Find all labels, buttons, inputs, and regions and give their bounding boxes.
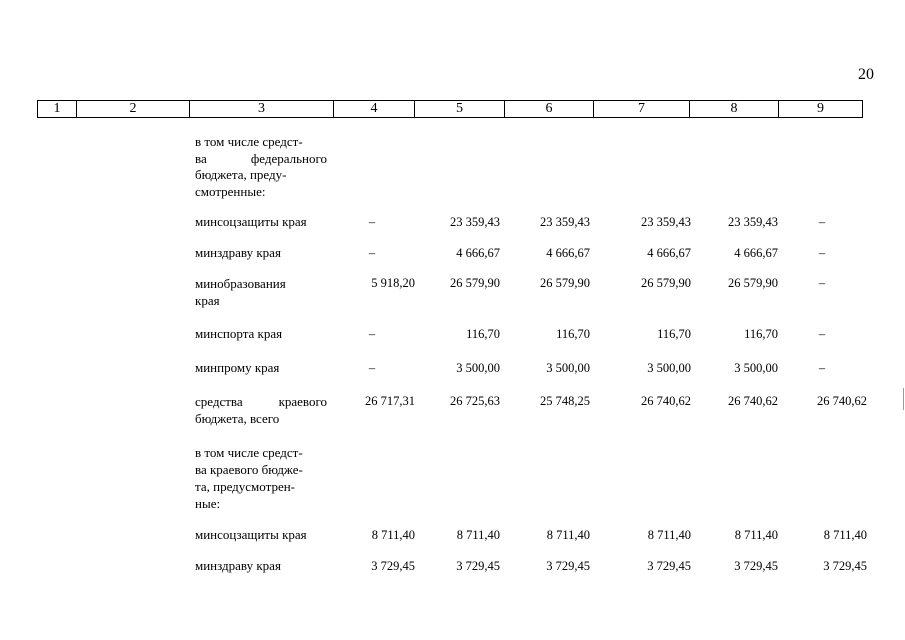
row-label: средства краевого бюджета, всего xyxy=(195,394,327,426)
row-label xyxy=(195,134,327,200)
header-col-8: 8 xyxy=(690,101,779,117)
row-label: минздраву края xyxy=(195,558,281,573)
cell-col4: 8 711,40 xyxy=(371,528,415,542)
row-label-text: в том числе средст- ва краевого бюдже- та, предусмотрен- ные: xyxy=(195,445,303,511)
cell-col6: 116,70 xyxy=(556,327,590,341)
cell-col4: 26 717,31 xyxy=(365,394,415,408)
cell-col5: 116,70 xyxy=(466,327,500,341)
cell-col6: 23 359,43 xyxy=(540,215,590,229)
cell-col7: 4 666,67 xyxy=(647,246,691,260)
cell-col4: 3 729,45 xyxy=(371,559,415,573)
cell-col7: 23 359,43 xyxy=(641,215,691,229)
cell-col7: 26 740,62 xyxy=(641,394,691,408)
cell-col4: – xyxy=(368,327,376,341)
header-col-5: 5 xyxy=(415,101,505,117)
cell-col9: 26 740,62 xyxy=(817,394,867,408)
cell-col9: – xyxy=(818,246,826,260)
header-col-4: 4 xyxy=(334,101,415,117)
cell-col5: 8 711,40 xyxy=(456,528,500,542)
cell-col5: 3 729,45 xyxy=(456,559,500,573)
cell-col5: 26 725,63 xyxy=(450,394,500,408)
cell-col8: 3 729,45 xyxy=(734,559,778,573)
header-col-7: 7 xyxy=(594,101,690,117)
row-label: минобразования края xyxy=(195,276,286,308)
header-col-6: 6 xyxy=(505,101,594,117)
header-col-2: 2 xyxy=(77,101,190,117)
cell-col7: 3 729,45 xyxy=(647,559,691,573)
row-label xyxy=(195,444,327,512)
cell-col9: 3 729,45 xyxy=(823,559,867,573)
header-col-1: 1 xyxy=(38,101,77,117)
cell-col9: – xyxy=(818,327,826,341)
page-number: 20 xyxy=(858,66,874,83)
cell-col5: 3 500,00 xyxy=(456,361,500,375)
cell-col6: 8 711,40 xyxy=(546,528,590,542)
cell-col8: 8 711,40 xyxy=(734,528,778,542)
cell-col4: – xyxy=(368,246,376,260)
cell-col8: 4 666,67 xyxy=(734,246,778,260)
cell-col5: 4 666,67 xyxy=(456,246,500,260)
cell-col7: 116,70 xyxy=(657,327,691,341)
row-label: минздраву края xyxy=(195,245,281,260)
cell-col9: 8 711,40 xyxy=(823,528,867,542)
table-header xyxy=(37,100,863,118)
cell-col7: 8 711,40 xyxy=(647,528,691,542)
cell-col8: 23 359,43 xyxy=(728,215,778,229)
cell-col8: 26 740,62 xyxy=(728,394,778,408)
cell-col6: 3 500,00 xyxy=(546,361,590,375)
row-label: минсоцзащиты края xyxy=(195,214,307,229)
cell-col4: – xyxy=(368,215,376,229)
cell-col5: 26 579,90 xyxy=(450,276,500,290)
cell-col6: 26 579,90 xyxy=(540,276,590,290)
header-col-9: 9 xyxy=(779,101,863,117)
row-label: минсоцзащиты края xyxy=(195,527,307,542)
cell-col8: 26 579,90 xyxy=(728,276,778,290)
cell-col7: 26 579,90 xyxy=(641,276,691,290)
row-label-text: в том числе средст- ва федерального бюджета, преду- смотренные: xyxy=(195,134,327,199)
cell-col6: 25 748,25 xyxy=(540,394,590,408)
cell-col9: – xyxy=(818,276,826,290)
cell-col5: 23 359,43 xyxy=(450,215,500,229)
header-col-3: 3 xyxy=(190,101,334,117)
row-label: минпрому края xyxy=(195,360,280,375)
cell-col4: – xyxy=(368,361,376,375)
scan-margin-mark xyxy=(903,388,904,410)
cell-col9: – xyxy=(818,215,826,229)
cell-col7: 3 500,00 xyxy=(647,361,691,375)
cell-col8: 3 500,00 xyxy=(734,361,778,375)
row-label: минспорта края xyxy=(195,326,283,341)
cell-col6: 4 666,67 xyxy=(546,246,590,260)
cell-col6: 3 729,45 xyxy=(546,559,590,573)
cell-col4: 5 918,20 xyxy=(371,276,415,290)
cell-col9: – xyxy=(818,361,826,375)
cell-col8: 116,70 xyxy=(744,327,778,341)
